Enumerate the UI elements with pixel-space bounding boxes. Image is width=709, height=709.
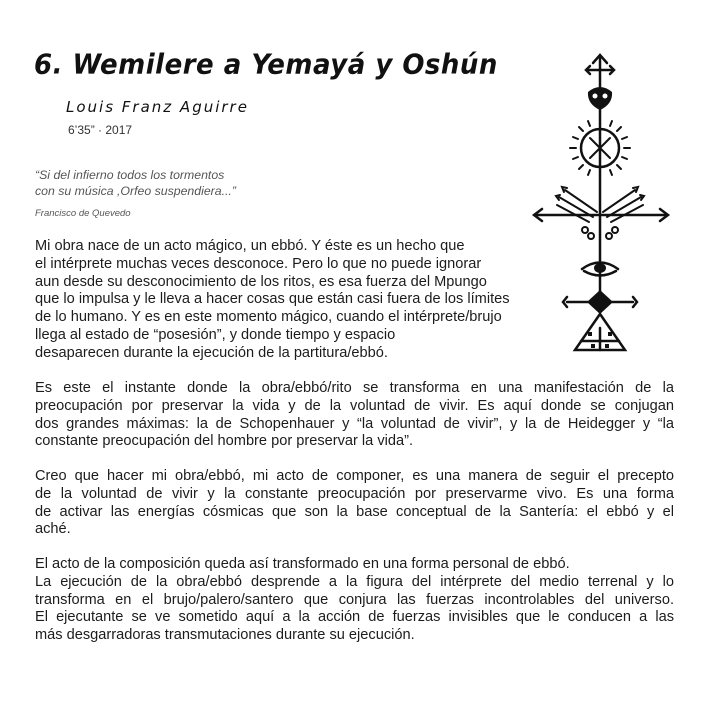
text-line: El ejecutante se ve sometido aquí a la acción de fuerzas invisibles que le conducen a las [35, 609, 674, 626]
paragraph-4 [35, 556, 674, 645]
text-line: constante preocupación del hombre por preservar la vida”. [35, 433, 414, 450]
epigraph-author: Francisco de Quevedo [35, 208, 131, 219]
text-line: el intérprete muchas veces desconoce. Pero lo que no puede ignorar [35, 255, 482, 272]
text-line: aché. [35, 521, 71, 538]
paragraph-3 [35, 468, 674, 539]
text-line: de activar las energías cósmicas que son la base conceptual de la Santería: el ebbó y el [35, 503, 674, 520]
text-line: que lo impulsa y le lleva a hacer cosas que están casi fuera de los límites [35, 291, 510, 308]
text-line: desaparecen durante la ejecución de la partitura/ebbó. [35, 344, 388, 361]
epigraph-line: “Si del infierno todos los tormentos [35, 168, 225, 182]
epigraph-quote [35, 167, 236, 199]
text-line: más desgarradoras transmutaciones durante su ejecución. [35, 627, 415, 644]
text-line: Creo que hacer mi obra/ebbó, mi acto de componer, es una manera de seguir el precepto [35, 468, 674, 484]
text-line: Mi obra nace de un acto mágico, un ebbó. Y éste es un hecho que [35, 238, 465, 254]
text-line: dos grandes máximas: la de Schopenhauer y “la voluntad de vivir”, y la de Heidegger y “la [35, 415, 674, 432]
palo-firma-sign-icon [527, 52, 677, 357]
composer-signature: Louis Franz Aguirre [66, 98, 249, 116]
text-line: aun desde su desconocimiento de los ritos, es esa fuerza del Mpungo [35, 273, 487, 290]
text-line: Es este el instante donde la obra/ebbó/rito se transforma en una manifestación de la [35, 380, 674, 396]
text-line: preocupación por preservar la vida y de la voluntad de vivir. Es aquí donde se conjugan [35, 397, 674, 414]
text-line: transforma en el brujo/palero/santero que conjura las fuerzas incontrolables del universo. [35, 591, 674, 608]
text-line: de lo humano. Y es en este momento mágico, cuando el intérprete/brujo [35, 309, 502, 326]
duration-year: 6’35” · 2017 [68, 123, 133, 137]
piece-title: 6. Wemilere a Yemayá y Oshún [34, 49, 498, 81]
paragraph-2 [35, 380, 674, 451]
text-line: de la voluntad de vivir y la constante preocupación por preservarme vivo. Es una forma [35, 485, 674, 502]
text-line: La ejecución de la obra/ebbó desprende a la figura del intérprete del medio terrenal y lo [35, 573, 674, 590]
epigraph-line: con su música ,Orfeo suspendiera...” [35, 184, 236, 198]
text-line: El acto de la composición queda así transformado en una forma personal de ebbó. [35, 556, 570, 572]
text-line: llega al estado de “posesión”, y donde tiempo y espacio [35, 326, 396, 343]
